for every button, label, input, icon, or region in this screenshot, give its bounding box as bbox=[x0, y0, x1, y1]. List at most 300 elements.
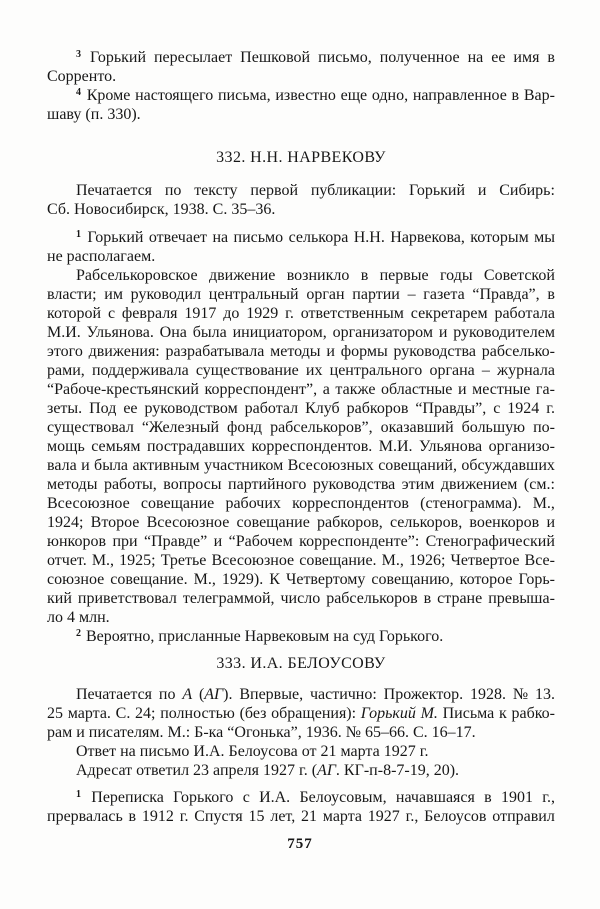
text-segment: Н.Н. bbox=[353, 229, 385, 246]
text-segment: им bbox=[104, 286, 123, 303]
word bbox=[461, 456, 555, 475]
word bbox=[482, 361, 490, 380]
text-segment: АГ bbox=[204, 686, 224, 703]
text-segment: разрабатывала bbox=[165, 343, 265, 360]
text-line bbox=[47, 48, 555, 67]
text-segment: корреспонденте”: bbox=[299, 533, 420, 550]
word bbox=[333, 323, 433, 342]
text-segment: которое bbox=[459, 571, 513, 588]
text-segment: 1929 bbox=[246, 305, 279, 322]
word bbox=[423, 285, 464, 304]
word bbox=[147, 513, 230, 532]
text-segment: отвечает bbox=[148, 229, 208, 246]
text-segment: существование bbox=[195, 362, 299, 379]
word bbox=[426, 532, 555, 551]
word bbox=[184, 304, 216, 323]
text-segment: этим bbox=[401, 476, 435, 493]
text-segment: журнала bbox=[497, 362, 555, 379]
text-segment: корреспондентов. bbox=[251, 438, 373, 455]
word bbox=[259, 788, 290, 807]
text-segment: Клуб bbox=[305, 400, 340, 417]
text-segment: формы bbox=[340, 343, 388, 360]
word bbox=[420, 494, 521, 513]
text-segment: этого bbox=[47, 343, 83, 360]
text-segment: телеграммой, bbox=[182, 590, 275, 607]
text-segment: Третье bbox=[160, 552, 207, 569]
text-segment: кий bbox=[47, 590, 72, 607]
text-segment: мощь bbox=[47, 438, 85, 455]
text-line bbox=[47, 181, 555, 200]
word bbox=[245, 399, 298, 418]
word bbox=[223, 304, 239, 323]
text-segment: настоящего bbox=[135, 87, 214, 104]
text-segment: М., bbox=[193, 571, 216, 588]
word bbox=[381, 418, 454, 437]
word bbox=[129, 807, 137, 826]
word bbox=[166, 342, 265, 361]
text-line bbox=[47, 342, 555, 361]
word bbox=[524, 86, 555, 105]
text-segment: и bbox=[81, 457, 90, 474]
word bbox=[87, 86, 131, 105]
text-segment: рабко- bbox=[511, 705, 555, 722]
word bbox=[135, 86, 213, 105]
text-segment: Четвертому bbox=[285, 571, 366, 588]
text-segment: известно bbox=[275, 87, 336, 104]
word bbox=[492, 807, 555, 826]
text-line bbox=[47, 570, 555, 589]
word bbox=[47, 304, 101, 323]
text-segment: рабселькоров”, bbox=[270, 419, 373, 436]
text-segment: которой bbox=[47, 305, 102, 322]
word bbox=[212, 228, 228, 247]
word bbox=[194, 807, 242, 826]
text-segment: 1929). bbox=[221, 571, 264, 588]
word bbox=[306, 361, 323, 380]
text-segment: М. bbox=[420, 705, 438, 722]
word bbox=[341, 86, 368, 105]
text-segment: в bbox=[423, 590, 432, 607]
text-segment: лет, bbox=[270, 808, 296, 825]
footnote-marker: 4 bbox=[76, 87, 81, 98]
word bbox=[472, 380, 530, 399]
text-segment: по bbox=[164, 182, 182, 199]
text-segment: тексту bbox=[194, 182, 238, 199]
text-segment: была bbox=[192, 324, 227, 341]
word bbox=[352, 285, 400, 304]
word bbox=[305, 399, 340, 418]
text-segment: власти; bbox=[47, 286, 97, 303]
text-segment: Нарвекова, bbox=[390, 229, 465, 246]
text-segment: Она bbox=[159, 324, 187, 341]
text-segment: их bbox=[305, 362, 323, 379]
word bbox=[380, 266, 429, 285]
text-segment: М.И. bbox=[47, 324, 81, 341]
word bbox=[205, 380, 318, 399]
word bbox=[409, 181, 465, 200]
text-segment: частично: bbox=[309, 686, 377, 703]
text-line bbox=[47, 304, 555, 323]
word bbox=[380, 48, 460, 67]
text-segment: Пешковой bbox=[240, 49, 311, 66]
word bbox=[110, 570, 187, 589]
text-segment: ( bbox=[198, 686, 205, 703]
text-segment: . КГ-п-8-7-19, 20). bbox=[335, 762, 460, 779]
text-segment: орган bbox=[306, 286, 345, 303]
text-segment: селькора bbox=[288, 229, 349, 246]
word bbox=[112, 532, 137, 551]
word bbox=[225, 494, 280, 513]
word bbox=[460, 570, 513, 589]
word bbox=[524, 475, 555, 494]
text-segment: 1928. bbox=[469, 686, 506, 703]
text-segment: партийного bbox=[228, 476, 307, 493]
word bbox=[409, 551, 445, 570]
text-segment: Второе bbox=[90, 514, 140, 531]
text-segment: совещаний, bbox=[378, 457, 457, 474]
word bbox=[92, 551, 114, 570]
text-line bbox=[47, 475, 555, 494]
text-segment: Горького bbox=[173, 789, 234, 806]
word bbox=[147, 437, 245, 456]
text-segment: вопросы bbox=[163, 476, 222, 493]
word bbox=[91, 513, 140, 532]
word bbox=[472, 285, 539, 304]
source-note-332 bbox=[47, 181, 555, 219]
word bbox=[47, 513, 83, 532]
word bbox=[47, 380, 199, 399]
word bbox=[326, 589, 417, 608]
text-segment: публикации: bbox=[310, 182, 397, 199]
word bbox=[379, 437, 413, 456]
text-segment: 13. bbox=[534, 686, 555, 703]
word bbox=[240, 48, 310, 67]
text-segment: “Правды”, bbox=[415, 400, 487, 417]
word bbox=[119, 551, 155, 570]
word bbox=[354, 228, 385, 247]
word bbox=[222, 570, 263, 589]
word bbox=[378, 456, 457, 475]
word bbox=[229, 532, 293, 551]
word bbox=[233, 323, 327, 342]
word bbox=[494, 304, 555, 323]
text-segment: марта. bbox=[67, 705, 111, 722]
text-segment: еще bbox=[340, 87, 368, 104]
word bbox=[163, 475, 221, 494]
text-segment: Кроме bbox=[86, 87, 131, 104]
word bbox=[533, 418, 555, 437]
text-segment: одно, bbox=[371, 87, 409, 104]
letter-heading-333: 333. И.А. БЕЛОУСОВУ bbox=[216, 655, 386, 672]
text-line bbox=[47, 418, 555, 437]
text-segment: рам и писателям. М.: Б-ка “Огонька”, 1936. № 65–66. С. 16–17. bbox=[47, 724, 476, 741]
text-segment: а bbox=[322, 381, 330, 398]
text-segment: руководством bbox=[144, 400, 238, 417]
text-segment: организо- bbox=[488, 438, 555, 455]
text-segment: не располагаем. bbox=[47, 248, 156, 265]
word bbox=[499, 704, 507, 723]
word bbox=[497, 361, 555, 380]
word bbox=[318, 48, 372, 67]
text-segment: в bbox=[128, 808, 137, 825]
word bbox=[144, 399, 237, 418]
text-segment: рабкоров, bbox=[317, 514, 383, 531]
text-segment: га- bbox=[535, 381, 555, 398]
text-segment: вала bbox=[47, 457, 77, 474]
text-segment: в bbox=[547, 286, 555, 303]
word bbox=[518, 570, 554, 589]
word bbox=[335, 380, 375, 399]
page-number: 757 bbox=[287, 836, 313, 852]
text-segment: Горький bbox=[89, 49, 147, 66]
word bbox=[132, 456, 199, 475]
text-segment: Горь- bbox=[518, 571, 555, 588]
text-line bbox=[47, 723, 555, 742]
text-line bbox=[47, 228, 555, 247]
text-segment: 1925; bbox=[119, 552, 156, 569]
word bbox=[536, 380, 555, 399]
text-segment: в bbox=[484, 789, 492, 806]
text-segment: АГ bbox=[317, 762, 336, 779]
text-segment: в bbox=[360, 267, 369, 284]
word bbox=[421, 704, 438, 723]
word bbox=[47, 418, 134, 437]
text-segment: Спустя bbox=[194, 808, 243, 825]
word bbox=[499, 181, 555, 200]
word bbox=[76, 86, 82, 105]
text-segment: работала bbox=[494, 305, 555, 322]
text-segment: Рабселькоровское bbox=[76, 267, 198, 284]
text-segment: участником bbox=[204, 457, 284, 474]
text-line bbox=[47, 105, 555, 124]
text-segment: юнкоров bbox=[47, 533, 107, 550]
text-line bbox=[47, 807, 555, 826]
text-segment: рабселько- bbox=[481, 343, 555, 360]
text-segment: методы bbox=[270, 343, 321, 360]
text-line bbox=[47, 285, 555, 304]
word bbox=[47, 570, 104, 589]
footnote-1-letter-332 bbox=[47, 228, 555, 266]
word bbox=[396, 788, 475, 807]
word bbox=[458, 380, 467, 399]
text-segment: 1917 bbox=[184, 305, 217, 322]
word bbox=[439, 323, 448, 342]
text-segment: “Железный bbox=[141, 419, 220, 436]
text-segment: Горький bbox=[409, 182, 466, 199]
word bbox=[173, 788, 233, 807]
text-segment: зеты. bbox=[47, 400, 83, 417]
word bbox=[249, 807, 265, 826]
text-segment: на bbox=[212, 229, 229, 246]
word bbox=[251, 437, 372, 456]
text-line bbox=[47, 323, 555, 342]
text-line bbox=[47, 627, 555, 646]
word bbox=[47, 807, 123, 826]
footnote-3-letter-331 bbox=[47, 48, 555, 124]
text-segment: 1912 bbox=[141, 808, 174, 825]
text-segment: Впервые, bbox=[239, 686, 304, 703]
word bbox=[547, 285, 555, 304]
text-segment: Сорренто. bbox=[47, 68, 117, 85]
text-segment: А bbox=[182, 686, 193, 703]
text-segment: Сибирь: bbox=[499, 182, 555, 199]
word bbox=[371, 570, 453, 589]
text-segment: – bbox=[481, 362, 490, 379]
word bbox=[165, 181, 182, 200]
text-segment: Советской bbox=[483, 267, 555, 284]
text-segment: руководства bbox=[312, 476, 396, 493]
text-segment: начавшаяся bbox=[395, 789, 475, 806]
text-segment: Белоусовым, bbox=[299, 789, 387, 806]
text-segment: 1924 bbox=[507, 400, 540, 417]
word bbox=[511, 704, 555, 723]
text-segment: инициатором, bbox=[232, 324, 327, 341]
text-line bbox=[47, 494, 555, 513]
text-segment: число bbox=[280, 590, 321, 607]
word bbox=[76, 228, 82, 247]
word bbox=[301, 304, 404, 323]
word bbox=[183, 589, 275, 608]
text-segment: имя bbox=[513, 49, 540, 66]
text-segment: М., bbox=[532, 495, 555, 512]
text-segment: на bbox=[467, 49, 484, 66]
word bbox=[68, 704, 111, 723]
text-segment: и bbox=[213, 533, 223, 550]
text-segment: была bbox=[94, 457, 129, 474]
word bbox=[419, 437, 482, 456]
text-line bbox=[47, 67, 555, 86]
word bbox=[368, 807, 400, 826]
word bbox=[513, 685, 528, 704]
text-segment: ло 4 млн. bbox=[47, 609, 110, 626]
word bbox=[131, 285, 201, 304]
text-segment: г. bbox=[179, 808, 189, 825]
text-segment: с bbox=[242, 789, 250, 806]
word bbox=[390, 228, 465, 247]
text-segment: письмо bbox=[233, 229, 284, 246]
word bbox=[47, 361, 85, 380]
word bbox=[299, 532, 419, 551]
word bbox=[87, 228, 143, 247]
text-line bbox=[47, 608, 555, 627]
text-segment: совещание bbox=[236, 514, 310, 531]
text-segment: местные bbox=[472, 381, 531, 398]
word bbox=[489, 437, 555, 456]
text-line bbox=[47, 704, 555, 723]
word bbox=[542, 788, 555, 807]
text-segment: пострадавших bbox=[146, 438, 245, 455]
word bbox=[180, 807, 189, 826]
text-segment: рабселькоров bbox=[326, 590, 418, 607]
word bbox=[142, 418, 219, 437]
text-segment: поддерживала bbox=[91, 362, 189, 379]
footnote-marker: 3 bbox=[76, 49, 81, 60]
text-segment: и bbox=[438, 324, 448, 341]
text-segment: организатором bbox=[332, 324, 433, 341]
footnote-1-letter-333 bbox=[47, 788, 555, 826]
text-segment: совещание bbox=[140, 495, 215, 512]
word bbox=[535, 685, 555, 704]
word bbox=[275, 86, 336, 105]
word bbox=[394, 342, 476, 361]
text-segment: Всесоюзное bbox=[211, 552, 295, 569]
word bbox=[533, 494, 555, 513]
word bbox=[323, 807, 362, 826]
text-segment: К bbox=[269, 571, 280, 588]
text-segment: Переписка bbox=[91, 789, 164, 806]
word bbox=[193, 323, 227, 342]
text-segment: Ответ на письмо И.А. Белоусова от 21 марта 1927 г. bbox=[76, 743, 429, 760]
text-segment: “Рабоче-крестьянский bbox=[47, 381, 199, 398]
text-segment: С. bbox=[115, 705, 131, 722]
text-segment: (без bbox=[239, 705, 267, 722]
text-segment: большую bbox=[461, 419, 526, 436]
word bbox=[104, 475, 157, 494]
word bbox=[76, 181, 152, 200]
word bbox=[402, 475, 435, 494]
text-segment: методы bbox=[47, 476, 98, 493]
text-segment: г., bbox=[405, 808, 419, 825]
word bbox=[292, 494, 409, 513]
word bbox=[390, 513, 462, 532]
word bbox=[47, 285, 97, 304]
text-line bbox=[47, 551, 555, 570]
text-segment: Ульянова bbox=[418, 438, 483, 455]
text-segment: Письма bbox=[442, 705, 495, 722]
word bbox=[47, 323, 81, 342]
addressee-reply-note bbox=[47, 761, 555, 780]
word bbox=[47, 589, 72, 608]
footnote-marker: 1 bbox=[76, 789, 81, 800]
word bbox=[468, 48, 484, 67]
word bbox=[525, 551, 555, 570]
word bbox=[534, 228, 555, 247]
text-segment: направленное bbox=[412, 87, 507, 104]
text-segment: движением bbox=[440, 476, 518, 493]
word bbox=[270, 342, 320, 361]
word bbox=[47, 475, 97, 494]
word bbox=[141, 494, 214, 513]
word bbox=[384, 685, 463, 704]
text-segment: марта bbox=[322, 808, 362, 825]
text-segment: М.И. bbox=[378, 438, 413, 455]
text-segment: г., bbox=[542, 789, 555, 806]
text-segment: рами, bbox=[47, 362, 85, 379]
text-line bbox=[47, 761, 555, 780]
text-segment: до bbox=[223, 305, 240, 322]
text-line bbox=[47, 513, 555, 532]
text-segment: по bbox=[158, 686, 176, 703]
text-segment: мы bbox=[534, 229, 555, 246]
text-segment: Белоусов bbox=[424, 808, 487, 825]
word bbox=[413, 86, 507, 105]
word bbox=[323, 380, 330, 399]
word bbox=[299, 551, 376, 570]
word bbox=[218, 86, 271, 105]
word bbox=[246, 304, 278, 323]
text-segment: областные bbox=[381, 381, 453, 398]
text-line bbox=[47, 380, 555, 399]
text-segment: руководителем bbox=[453, 324, 555, 341]
text-segment: существовал bbox=[47, 419, 134, 436]
word bbox=[306, 285, 344, 304]
text-segment: 1901 bbox=[500, 789, 533, 806]
text-segment: Под bbox=[89, 400, 117, 417]
text-segment: секретарем bbox=[410, 305, 488, 322]
text-segment: “Рабочем bbox=[228, 533, 293, 550]
text-segment: работал bbox=[244, 400, 299, 417]
text-segment: с bbox=[493, 400, 501, 417]
